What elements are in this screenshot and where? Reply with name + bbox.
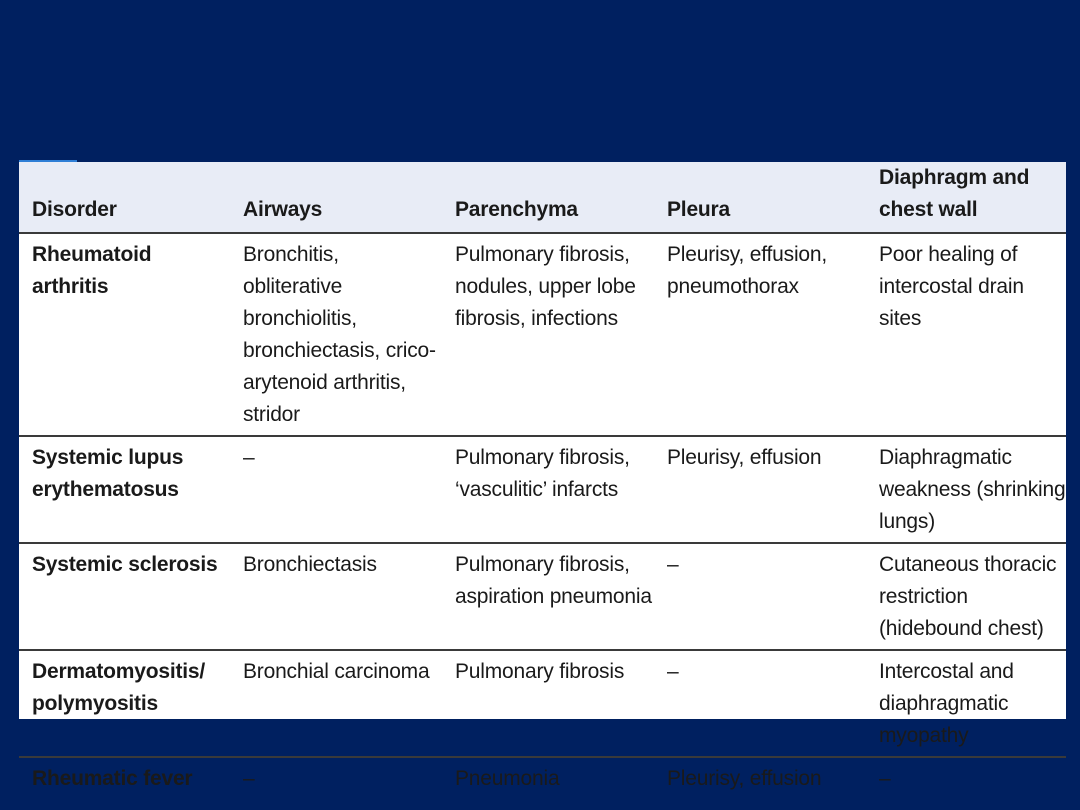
table-row (19, 436, 1066, 543)
header-parenchyma: Parenchyma (442, 162, 654, 233)
disorder-cell: Rheumatic fever (32, 767, 193, 790)
disorder-cell: Dermatomyositis/ polymyositis (32, 660, 206, 715)
pleura-cell: – (667, 553, 679, 576)
parenchyma-cell: Pulmonary fibrosis, aspiration pneumonia (455, 553, 652, 608)
lung-involvement-table (19, 162, 1066, 799)
table-row (19, 757, 1066, 799)
table-row (19, 233, 1066, 436)
diaphragm-chest-wall-cell: Diaphragmatic weakness (shrinking lungs) (879, 446, 1066, 533)
header-pleura: Pleura (654, 162, 866, 233)
disorder-cell: Rheumatoid arthritis (32, 243, 152, 298)
pleura-cell: Pleurisy, effusion (667, 767, 822, 790)
diaphragm-chest-wall-cell: Cutaneous thoracic restriction (hidebound chest) (879, 553, 1057, 640)
table-row (19, 543, 1066, 650)
disorder-cell: Systemic lupus erythematosus (32, 446, 184, 501)
parenchyma-cell: Pulmonary fibrosis, nodules, upper lobe fibrosis, infections (455, 243, 636, 330)
diaphragm-chest-wall-cell: – (879, 767, 891, 790)
airways-cell: – (243, 767, 255, 790)
parenchyma-cell: Pulmonary fibrosis (455, 660, 625, 683)
parenchyma-cell: Pneumonia (455, 767, 560, 790)
airways-cell: – (243, 446, 255, 469)
diaphragm-chest-wall-cell: Poor healing of intercostal drain sites (879, 243, 1024, 330)
header-row (19, 162, 1066, 233)
header-airways: Airways (230, 162, 442, 233)
lung-involvement-table-panel (19, 162, 1066, 790)
parenchyma-cell: Pulmonary fibrosis, ‘vasculitic’ infarcts (455, 446, 630, 501)
pleura-cell: Pleurisy, effusion (667, 446, 822, 469)
diaphragm-chest-wall-cell: Intercostal and diaphragmatic myopathy (879, 660, 1014, 747)
header-disorder: Disorder (19, 162, 230, 233)
airways-cell: Bronchial carcinoma (243, 660, 430, 683)
airways-cell: Bronchiectasis (243, 553, 377, 576)
pleura-cell: Pleurisy, effusion, pneumothorax (667, 243, 828, 298)
table-row (19, 650, 1066, 757)
disorder-cell: Systemic sclerosis (32, 553, 218, 576)
airways-cell: Bronchitis, obliterative bronchiolitis, bronchiectasis, crico-arytenoid arthritis, stridor (243, 243, 436, 426)
pleura-cell: – (667, 660, 679, 683)
header-diaphragm-chest-wall: Diaphragm and chest wall (866, 162, 1066, 233)
